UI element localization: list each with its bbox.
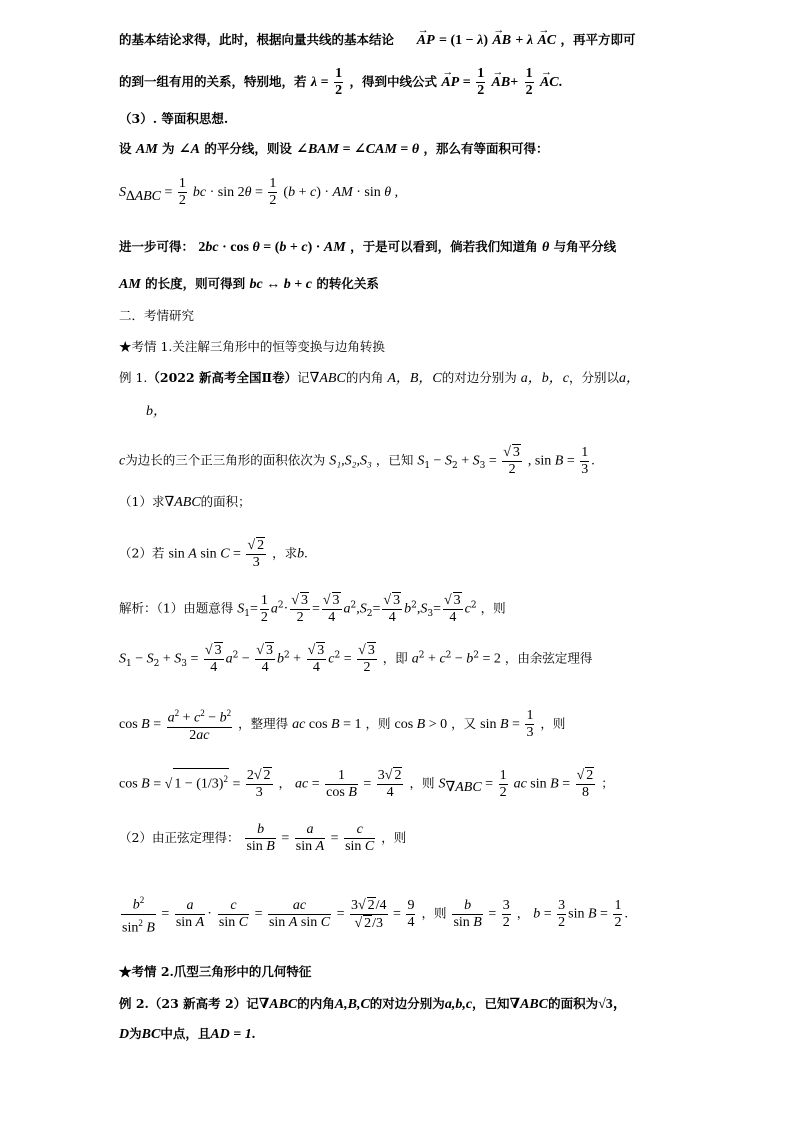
math-side-a: a， <box>619 371 641 386</box>
text: 的面积； <box>200 494 251 509</box>
text: 为 <box>129 1026 142 1041</box>
fraction: $\frac{1}{2}$ <box>260 592 268 625</box>
vector-AC: → AC <box>537 31 556 51</box>
fraction: $\frac{1}{2}$ <box>335 66 343 98</box>
example-2-line-1: 例 2.（23 新高考 2）记∇ABC的内角A,B,C的对边分别为a,b,c，已知∇ABC的面积为√3， <box>119 996 627 1012</box>
solution-line-5: （2）由正弦定理得： $\frac{b}{\text{sin B}}$ = $\frac{a}{\text{sin A}}$ = $\frac{c}{\text{sin C}}$ ，则 <box>119 822 407 854</box>
fraction: $\frac{c}{\text{sin C}}$ <box>218 897 249 930</box>
fraction: $\frac{a^2 + c^2 - b^2}{2ac}$ <box>167 705 233 744</box>
text: ； <box>601 775 614 791</box>
text: 例 1. <box>119 370 148 385</box>
text: 的转化关系 <box>316 276 379 291</box>
fraction: $\frac{1}{3}$ <box>581 444 589 477</box>
math-angles: A,B,C <box>334 997 370 1012</box>
fraction: $\frac{1}{2}$ <box>499 767 507 800</box>
vector-AB: → AB <box>492 73 511 93</box>
text: 中点，且 <box>160 1026 211 1041</box>
fraction: $\frac{√ 3}{2}$ <box>358 643 375 675</box>
solution-line-1: 解析：（1）由题意得 $S_1=$ $\frac{1}{2}$ $a^2\cdot$ $\frac{√ 3}{2}$ = $\frac{√ 3}{4}$ $a^2,S_2=$ $\frac{√ 3}{4}$ $b^2,S_3=$ $\frac{√ 3}{4}$ $c^2$ ，则 <box>119 592 506 625</box>
text: 例 2.（23 新高考 2）记 <box>119 996 259 1011</box>
fraction: $\frac{√ 3}{4}$ <box>307 643 325 675</box>
fraction: $\frac{√ 3}{4}$ <box>383 593 401 625</box>
text-line-7: AM 的长度，则可得到 bc ↔ b + c 的转化关系 <box>119 276 379 292</box>
text-line-2: 的到一组有用的关系，特别地，若 λ = $\frac{1}{2}$ ，得到中线公式 → AP = $\frac{1}{2}$ → AB+ $\frac{1}{2}$ → AC. <box>119 66 562 99</box>
section-2-title: 二．考情研究 <box>119 308 195 323</box>
text: ，已知 <box>472 996 510 1011</box>
text: ，则 <box>421 905 447 921</box>
text: （2）由正弦定理得： <box>119 830 240 845</box>
text: ，则 <box>365 715 391 731</box>
text-line-4: 设 AM 为 ∠A 的平分线，则设 ∠BAM = ∠CAM = θ ，那么有等面积可得： <box>119 141 549 157</box>
solution-line-4: cos B = √ $1 - (1/3)^2$ = $\frac{2√ 2}{3}$ ， ac = $\frac{1}{\text{cos B}}$ = $\frac{3√ 2}{4}$ ，则 $S_{\nabla ABC}$ = $\frac{1}{2}$ ac sin B = $\frac{√ 2}{8}$ ； <box>119 767 614 800</box>
formula-area: $S_{\Delta ABC}$ = $\frac{1}{2}$ bc · sin 2θ = $\frac{1}{2}$ (b + c) · AM · sin θ , <box>119 176 399 208</box>
fraction: $\frac{√ 2}{8}$ <box>576 768 594 800</box>
text: 的内角 <box>297 996 335 1011</box>
math-triangle: ∇ABC <box>258 997 298 1012</box>
text: 为边长的三个正三角形的面积依次为 <box>125 452 326 468</box>
text: 的平分线，则设 <box>204 141 292 156</box>
fraction: $\frac{√ 3}{2}$ <box>503 445 520 477</box>
math-AM: AM <box>119 277 141 292</box>
solution-line-6: $\frac{b^2}{\sin^2 B}$ = $\frac{a}{\text{sin A}}$ · $\frac{c}{\text{sin C}}$ = $\frac{ac}{\text{sin A sin C}}$ = $\frac{3√ 2/4}{√ 2/3}$ = $\frac{9}{4}$ ，则 $\frac{b}{\text{sin B}}$ = $\frac{3}{2}$ ， b = $\frac{3}{2}$ sin B = $\frac{1}{2}$ . <box>119 892 628 936</box>
math-AD: AD = 1 <box>210 1027 252 1042</box>
topic-2-title: ★考情 2.爪型三角形中的几何特征 <box>119 964 312 979</box>
text: ， <box>516 905 530 921</box>
example-1-line-2 <box>146 401 167 422</box>
text: 记 <box>297 370 310 385</box>
fraction: $\frac{a}{\text{sin A}}$ <box>295 822 325 854</box>
text: 的长度，则可得到 <box>145 276 246 291</box>
vector-AP: → AP <box>417 31 435 51</box>
math-D: D <box>119 1027 130 1042</box>
text: ，那么有等面积可得： <box>423 141 549 156</box>
fraction: $\frac{1}{2}$ <box>178 176 186 208</box>
example-1-line-3: c为边长的三个正三角形的面积依次为 S₁,S₂,S₃ ，已知 $S_1 - S_2 + S_3$ = $\frac{√ 3}{2}$ , sin B = $\frac{1}{3}$ . <box>119 444 595 477</box>
text: 与角平分线 <box>553 239 617 254</box>
text: （1）求 <box>119 494 165 509</box>
text-line-1: 的基本结论求得，此时，根据向量共线的基本结论 → AP = (1 − λ) → AB + λ → AC ，再平方即可 <box>119 30 636 51</box>
topic-1-title: ★考情 1.关注解三角形中的恒等变换与边角转换 <box>119 339 385 354</box>
math-angles: A，B，C <box>387 371 442 386</box>
fraction: $\frac{√ 3}{2}$ <box>291 593 308 625</box>
text: ，求 <box>272 545 298 561</box>
text: （2）若 <box>119 545 165 561</box>
fraction: $\frac{a}{\text{sin A}}$ <box>175 897 205 930</box>
fraction: $\frac{b}{\text{sin B}}$ <box>246 822 275 854</box>
fraction: $\frac{√ 3}{4}$ <box>443 593 461 625</box>
fraction: $\frac{√ 3}{4}$ <box>204 643 222 675</box>
text-line-6: 进一步可得： 2bc · cos θ = (b + c) · AM ，于是可以看到，倘若我们知道角 θ 与角平分线 <box>119 239 617 255</box>
vector-AB: → AB <box>492 31 511 51</box>
text: ，即 <box>382 650 408 666</box>
section-heading: （3）. 等面积思想. <box>119 111 229 126</box>
fraction: $\frac{3}{2}$ <box>558 897 566 930</box>
fraction: $\frac{b^2}{\sin^2 B}$ <box>121 892 156 936</box>
math-triangle: ∇ABC <box>309 371 346 386</box>
text: ，则 <box>540 715 566 731</box>
fraction: $\frac{1}{2}$ <box>477 66 485 98</box>
text: （2022 新高考全国Ⅱ卷） <box>147 370 298 385</box>
text: ，则 <box>409 775 435 791</box>
solution-line-3: cos B = $\frac{a^2 + c^2 - b^2}{2ac}$ ，整理得 ac cos B = 1 ，则 cos B > 0 ，又 sin B = $\frac{1}{3}$ ，则 <box>119 705 565 744</box>
text: 的到一组有用的关系，特别地，若 <box>119 74 307 89</box>
fraction: $\frac{√ 2}{3}$ <box>247 538 265 570</box>
question-2: （2）若 sin A sin C = $\frac{√ 2}{3}$ ，求b. <box>119 538 308 570</box>
vector-AP: → AP <box>441 73 459 93</box>
fraction: $\frac{1}{2}$ <box>525 66 533 98</box>
text: 的基本结论求得，此时，根据向量共线的基本结论 <box>119 32 395 47</box>
fraction: $\frac{√ 3}{4}$ <box>256 643 273 675</box>
math-sides: a，b，c <box>520 371 569 386</box>
fraction: $\frac{1}{\text{cos B}}$ <box>326 767 357 800</box>
example-2-line-2: D为BC中点，且AD = 1. <box>119 1026 256 1042</box>
fraction: $\frac{1}{2}$ <box>614 897 622 930</box>
text: 为 <box>162 141 175 156</box>
fraction: $\frac{ac}{\text{sin A sin C}}$ <box>268 897 331 930</box>
math-triangle: ∇ABC <box>164 495 201 510</box>
text: ， <box>278 775 292 791</box>
text: 的内角 <box>345 370 384 385</box>
text: ，则 <box>480 600 506 616</box>
math-sides: a,b,c <box>444 997 473 1012</box>
text: ，又 <box>451 715 477 731</box>
fraction: $\frac{√ 3}{4}$ <box>322 593 340 625</box>
fraction: $\frac{1}{2}$ <box>269 176 277 208</box>
fraction: $\frac{3}{2}$ <box>502 897 510 930</box>
math-side-b: b， <box>146 404 167 419</box>
fraction: $\frac{b}{\text{sin B}}$ <box>453 897 482 930</box>
math-side-c: c <box>119 453 126 469</box>
text: ，整理得 <box>238 715 289 731</box>
math-BC: BC <box>141 1027 161 1042</box>
text: ，由余弦定理得 <box>504 650 593 666</box>
text: 的面积为 <box>548 996 599 1011</box>
fraction: $\frac{9}{4}$ <box>407 897 415 930</box>
solution-line-2: $S_1 - S_2 + S_3$ = $\frac{√ 3}{4}$ $a^2$ − $\frac{√ 3}{4}$ $b^2$ + $\frac{√ 3}{4}$ $c^2$ = $\frac{√ 3}{2}$ ，即 $a^2 + c^2 - b^2 = 2$ ，由余弦定理得 <box>119 643 593 675</box>
text: ，则 <box>381 830 407 845</box>
fraction: $\frac{2√ 2}{3}$ <box>246 768 271 800</box>
text: ，得到中线公式 <box>349 74 437 89</box>
text: ，于是可以看到，倘若我们知道角 <box>350 239 538 254</box>
fraction: $\frac{c}{\text{sin C}}$ <box>345 822 375 854</box>
text: 的对边分别为 <box>441 370 517 385</box>
math-b: b <box>297 546 305 562</box>
math-triangle: ∇ABC <box>509 997 549 1012</box>
text: 进一步可得： <box>119 239 195 254</box>
example-1-line-1 <box>119 368 640 389</box>
math-S-list: S₁,S₂,S₃ <box>329 453 372 469</box>
text: ，再平方即可 <box>560 32 636 47</box>
math-sqrt3: √3 <box>598 997 613 1012</box>
fraction: $\frac{1}{3}$ <box>526 707 534 740</box>
text: 解析：（1）由题意得 <box>119 600 234 616</box>
compound-fraction: $\frac{3√ 2/4}{√ 2/3}$ <box>350 897 387 931</box>
vector-AC: → AC <box>540 73 559 93</box>
text: 设 <box>119 141 132 156</box>
text: ，分别以 <box>569 370 620 385</box>
text: 的对边分别为 <box>369 996 445 1011</box>
fraction: $\frac{3√ 2}{4}$ <box>377 768 402 800</box>
math-AM: AM <box>135 142 158 157</box>
text: ，已知 <box>375 452 414 468</box>
question-1 <box>119 492 251 513</box>
